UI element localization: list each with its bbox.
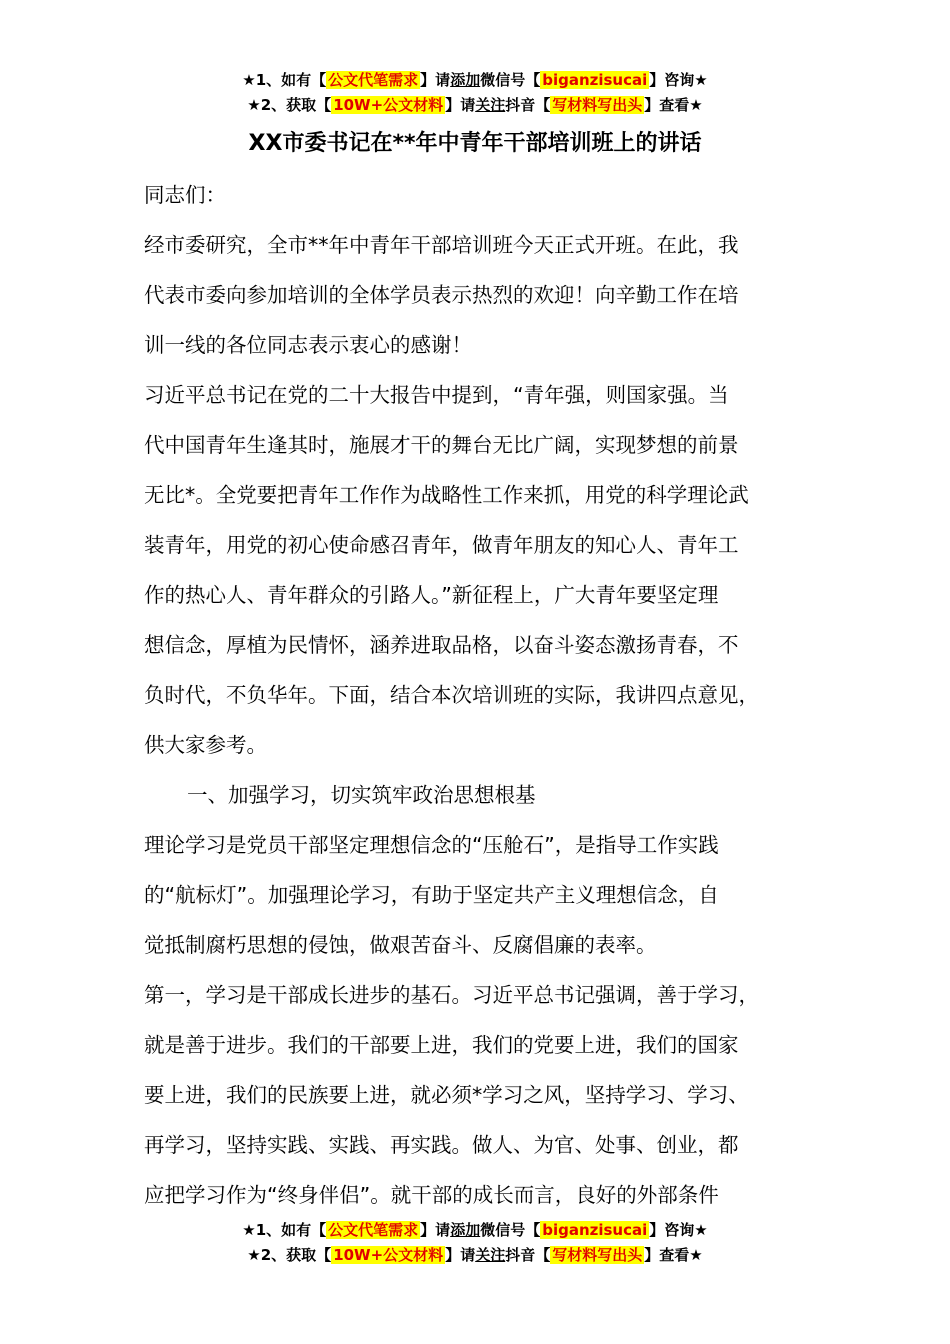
banner-text: 】咨询★ <box>649 1221 708 1239</box>
banner-text: ★2、获取【 <box>247 1246 332 1264</box>
body-line: 习近平总书记在党的二十大报告中提到，“青年强，则国家强。当 <box>144 383 729 407</box>
body-line: 代中国青年生逢其时，施展才干的舞台无比广阔，实现梦想的前景 <box>144 433 739 457</box>
body-line: 应把学习作为“终身伴侣”。就干部的成长而言，良好的外部条件 <box>144 1183 719 1207</box>
banner-line-2 <box>0 93 950 118</box>
body-line: 就是善于进步。我们的干部要上进，我们的党要上进，我们的国家 <box>144 1033 739 1057</box>
banner-underline: 关注 <box>475 96 506 114</box>
salutation: 同志们： <box>144 183 226 207</box>
body-line: 再学习，坚持实践、实践、再实践。做人、为官、处事、创业，都 <box>144 1133 739 1157</box>
document-title: XX市委书记在**年中青年干部培训班上的讲话 <box>248 131 702 156</box>
banner-text: 】请 <box>445 1246 476 1264</box>
banner-text: 抖音【 <box>505 1246 551 1264</box>
body-line: 作的热心人、青年群众的引路人。”新征程上，广大青年要坚定理 <box>144 583 719 607</box>
banner-highlight: 写材料写出头 <box>552 1246 643 1264</box>
banner-text: ★1、如有【 <box>242 1221 327 1239</box>
body-line: 第一，学习是干部成长进步的基石。习近平总书记强调，善于学习， <box>144 983 759 1007</box>
banner-text: 微信号【 <box>480 1221 541 1239</box>
banner-text: 】请 <box>420 1221 451 1239</box>
banner-highlight: 10W+公文材料 <box>333 1246 444 1264</box>
banner-text: 】查看★ <box>644 1246 703 1264</box>
banner-text: 】请 <box>445 96 476 114</box>
banner-highlight: 公文代笔需求 <box>328 1221 419 1239</box>
bottom-banner <box>0 1218 950 1268</box>
banner-highlight: biganzisucai <box>542 1221 648 1239</box>
banner-text: 微信号【 <box>480 71 541 89</box>
body-line: 要上进，我们的民族要上进，就必须*学习之风，坚持学习、学习、 <box>144 1083 749 1107</box>
document-body <box>144 170 830 1220</box>
body-line: 觉抵制腐朽思想的侵蚀，做艰苦奋斗、反腐倡廉的表率。 <box>144 933 657 957</box>
banner-text: 】查看★ <box>644 96 703 114</box>
banner-highlight: biganzisucai <box>542 71 648 89</box>
body-line: 的“航标灯”。加强理论学习，有助于坚定共产主义理想信念，自 <box>144 883 719 907</box>
banner-highlight: 10W+公文材料 <box>333 96 444 114</box>
top-banner <box>0 68 950 118</box>
banner-text: 】请 <box>420 71 451 89</box>
body-line: 训一线的各位同志表示衷心的感谢！ <box>144 333 472 357</box>
body-line: 代表市委向参加培训的全体学员表示热烈的欢迎！向辛勤工作在培 <box>144 283 739 307</box>
body-line: 经市委研究，全市**年中青年干部培训班今天正式开班。在此，我 <box>144 233 739 257</box>
body-line: 理论学习是党员干部坚定理想信念的“压舱石”，是指导工作实践 <box>144 833 719 857</box>
section-heading: 一、加强学习，切实筑牢政治思想根基 <box>187 783 536 807</box>
body-line: 装青年，用党的初心使命感召青年，做青年朋友的知心人、青年工 <box>144 533 739 557</box>
body-line: 无比*。全党要把青年工作作为战略性工作来抓，用党的科学理论武 <box>144 483 749 507</box>
banner-underline: 添加 <box>450 71 481 89</box>
banner-highlight: 写材料写出头 <box>552 96 643 114</box>
banner-text: ★2、获取【 <box>247 96 332 114</box>
banner-highlight: 公文代笔需求 <box>328 71 419 89</box>
banner-line-1 <box>0 68 950 93</box>
banner-text: 抖音【 <box>505 96 551 114</box>
banner-line-1 <box>0 1218 950 1243</box>
banner-text: ★1、如有【 <box>242 71 327 89</box>
banner-line-2 <box>0 1243 950 1268</box>
banner-underline: 关注 <box>475 1246 506 1264</box>
body-line: 负时代，不负华年。下面，结合本次培训班的实际，我讲四点意见， <box>144 683 759 707</box>
banner-text: 】咨询★ <box>649 71 708 89</box>
body-line: 想信念，厚植为民情怀，涵养进取品格，以奋斗姿态激扬青春，不 <box>144 633 739 657</box>
body-line: 供大家参考。 <box>144 733 267 757</box>
banner-underline: 添加 <box>450 1221 481 1239</box>
